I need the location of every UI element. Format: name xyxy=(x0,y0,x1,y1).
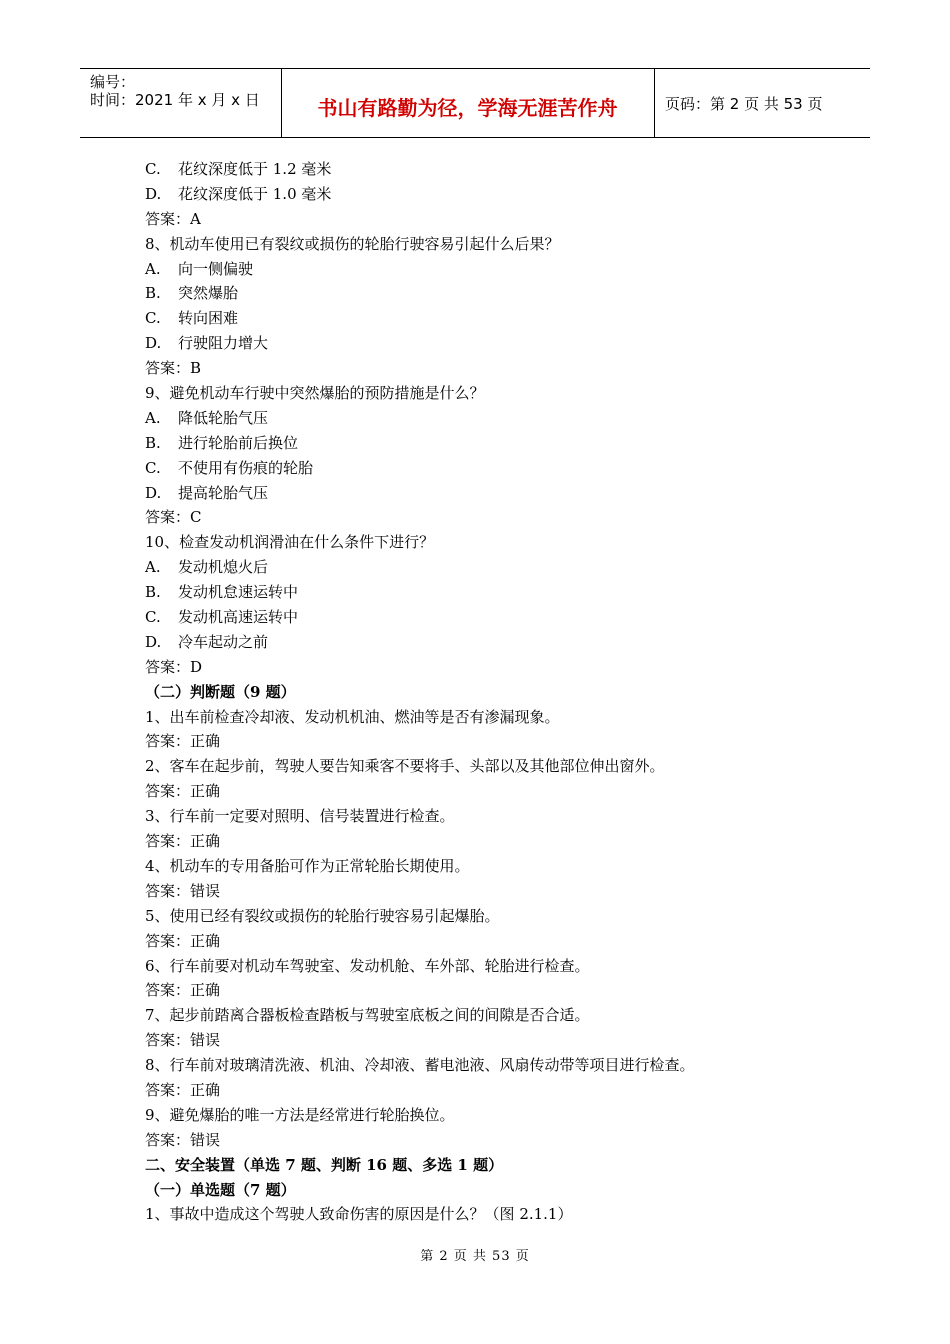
text-line xyxy=(145,1128,845,1153)
text-line xyxy=(145,978,845,1003)
line-text: 3、行车前一定要对照明、信号装置进行检查。 xyxy=(145,807,455,826)
line-text: 提高轮胎气压 xyxy=(178,483,269,502)
line-text: 转向困难 xyxy=(178,309,239,328)
option-letter: A. xyxy=(145,558,161,577)
option-line xyxy=(145,257,845,282)
line-text: 答案：错误 xyxy=(145,1031,221,1050)
page-code: 页码：第 2 页 共 53 页 xyxy=(665,95,823,113)
option-line xyxy=(145,630,845,655)
text-line xyxy=(145,1028,845,1053)
line-text: 7、起步前踏离合器板检查踏板与驾驶室底板之间的间隙是否合适。 xyxy=(145,1006,590,1025)
text-line xyxy=(145,754,845,779)
option-letter: A. xyxy=(145,259,161,278)
text-line xyxy=(145,381,845,406)
text-line xyxy=(145,1003,845,1028)
option-line xyxy=(145,281,845,306)
line-text: 答案：A xyxy=(145,209,201,228)
line-text: 降低轮胎气压 xyxy=(178,408,269,427)
line-text: 答案：正确 xyxy=(145,782,221,801)
line-text: 向一侧偏驶 xyxy=(178,259,254,278)
line-text: 发动机熄火后 xyxy=(178,558,269,577)
option-line xyxy=(145,306,845,331)
line-text: 4、机动车的专用备胎可作为正常轮胎长期使用。 xyxy=(145,856,470,875)
option-letter: C. xyxy=(145,608,161,627)
text-line xyxy=(145,705,845,730)
text-line xyxy=(145,854,845,879)
section-heading xyxy=(145,1178,845,1203)
line-text: 2、客车在起步前，驾驶人要告知乘客不要将手、头部以及其他部位伸出窗外。 xyxy=(145,757,665,776)
option-letter: C. xyxy=(145,458,161,477)
motto-text: 书山有路勤为径，学海无涯苦作舟 xyxy=(317,96,618,120)
line-text: 花纹深度低于 1.0 毫米 xyxy=(178,184,332,203)
option-letter: C. xyxy=(145,309,161,328)
text-line xyxy=(145,1053,845,1078)
option-line xyxy=(145,431,845,456)
line-text: 9、避免爆胎的唯一方法是经常进行轮胎换位。 xyxy=(145,1105,455,1124)
line-text: 答案：错误 xyxy=(145,881,221,900)
page-header xyxy=(80,68,870,138)
line-text: 答案：正确 xyxy=(145,832,221,851)
text-line xyxy=(145,829,845,854)
header-motto-cell xyxy=(281,69,655,137)
option-letter: D. xyxy=(145,334,162,353)
option-line xyxy=(145,605,845,630)
line-text: 6、行车前要对机动车驾驶室、发动机舱、车外部、轮胎进行检查。 xyxy=(145,956,590,975)
text-line xyxy=(145,1078,845,1103)
line-text: 8、行车前对玻璃清洗液、机油、冷却液、蓄电池液、风扇传动带等项目进行检查。 xyxy=(145,1056,695,1075)
option-letter: B. xyxy=(145,284,161,303)
number-label: 编号： xyxy=(90,73,136,91)
section-heading xyxy=(145,680,845,705)
line-text: 行驶阻力增大 xyxy=(178,334,269,353)
text-line xyxy=(145,1202,845,1227)
option-letter: B. xyxy=(145,583,161,602)
option-letter: A. xyxy=(145,408,161,427)
option-line xyxy=(145,580,845,605)
text-line xyxy=(145,356,845,381)
option-letter: B. xyxy=(145,433,161,452)
document-body xyxy=(145,157,845,1227)
text-line xyxy=(145,530,845,555)
option-letter: D. xyxy=(145,184,162,203)
option-letter: C. xyxy=(145,160,161,178)
line-text: 发动机怠速运转中 xyxy=(178,583,299,602)
line-text: 冷车起动之前 xyxy=(178,632,269,651)
option-line xyxy=(145,456,845,481)
line-text: 5、使用已经有裂纹或损伤的轮胎行驶容易引起爆胎。 xyxy=(145,906,500,925)
line-text: 8、机动车使用已有裂纹或损伤的轮胎行驶容易引起什么后果？ xyxy=(145,234,560,253)
line-text: 不使用有伤痕的轮胎 xyxy=(178,458,314,477)
line-text: 答案：正确 xyxy=(145,1080,221,1099)
option-line xyxy=(145,182,845,207)
text-line xyxy=(145,505,845,530)
line-text: 9、避免机动车行驶中突然爆胎的预防措施是什么？ xyxy=(145,384,485,403)
text-line xyxy=(145,904,845,929)
header-page-cell xyxy=(655,69,870,137)
option-line xyxy=(145,331,845,356)
line-text: 二、安全装置（单选 7 题、判断 16 题、多选 1 题） xyxy=(145,1155,504,1174)
line-text: 答案：正确 xyxy=(145,732,221,751)
header-info-cell xyxy=(80,69,282,137)
text-line xyxy=(145,729,845,754)
text-line xyxy=(145,207,845,232)
text-line xyxy=(145,879,845,904)
line-text: 1、事故中造成这个驾驶人致命伤害的原因是什么？（图 2.1.1） xyxy=(145,1205,573,1224)
line-text: 答案：错误 xyxy=(145,1130,221,1149)
section-heading xyxy=(145,1153,845,1178)
line-text: 答案：C xyxy=(145,508,202,527)
text-line xyxy=(145,779,845,804)
text-line xyxy=(145,929,845,954)
line-text: 答案：正确 xyxy=(145,981,221,1000)
line-text: 突然爆胎 xyxy=(178,284,239,303)
line-text: （一）单选题（7 题） xyxy=(145,1180,296,1199)
text-line xyxy=(145,954,845,979)
page-footer: 第 2 页 共 53 页 xyxy=(420,1249,530,1264)
text-line xyxy=(145,804,845,829)
option-line xyxy=(145,157,845,182)
time-label: 时间：2021 年 x 月 x 日 xyxy=(90,91,260,109)
text-line xyxy=(145,232,845,257)
line-text: （二）判断题（9 题） xyxy=(145,682,296,701)
option-letter: D. xyxy=(145,632,162,651)
option-letter: D. xyxy=(145,483,162,502)
line-text: 花纹深度低于 1.2 毫米 xyxy=(178,160,332,178)
option-line xyxy=(145,555,845,580)
text-line xyxy=(145,655,845,680)
line-text: 答案：B xyxy=(145,359,202,378)
line-text: 答案：正确 xyxy=(145,931,221,950)
line-text: 10、检查发动机润滑油在什么条件下进行？ xyxy=(145,533,435,552)
text-line xyxy=(145,1103,845,1128)
option-line xyxy=(145,406,845,431)
line-text: 发动机高速运转中 xyxy=(178,608,299,627)
option-line xyxy=(145,481,845,506)
line-text: 进行轮胎前后换位 xyxy=(178,433,299,452)
line-text: 1、出车前检查冷却液、发动机机油、燃油等是否有渗漏现象。 xyxy=(145,707,560,726)
line-text: 答案：D xyxy=(145,657,203,676)
